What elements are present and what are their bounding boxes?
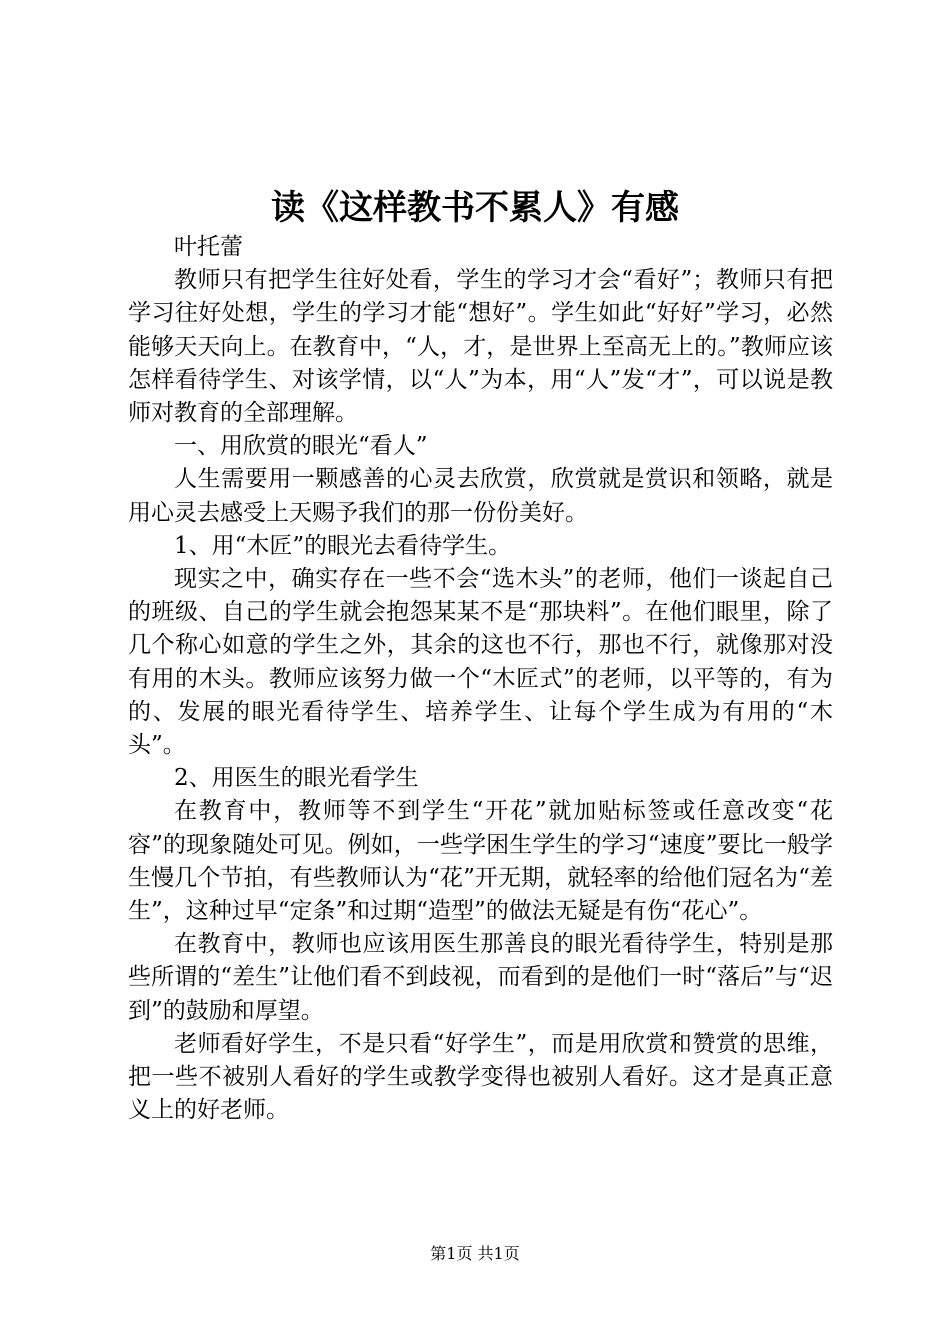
subheading-doctor: 2、用医生的眼光看学生 [174, 765, 419, 792]
document-title: 读《这样教书不累人》有感 [271, 188, 679, 228]
paragraph-doctor: 在教育中，教师也应该用医生那善良的眼光看待学生，特别是那些所谓的“差生”让他们看不到歧视，而看到的是他们一时“落后”与“迟到”的鼓励和厚望。 [128, 931, 833, 1024]
paragraph-flower: 在教育中，教师等不到学生“开花”就加贴标签或任意改变“花容”的现象随处可见。例如，一些学困生学生的学习“速度”要比一般学生慢几个节拍，有些教师认为“花”开无期，就轻率的给他们冠名为“差生”，这种过早“定条”和过期“造型”的做法无疑是有伤“花心”。 [128, 798, 833, 925]
paragraph-conclusion: 老师看好学生，不是只看“好学生”，而是用欣赏和赞赏的思维，把一些不被别人看好的学生或教学变得也被别人看好。这才是真正意义上的好老师。 [128, 1030, 833, 1124]
paragraph-appreciation: 人生需要用一颗感善的心灵去欣赏，欣赏就是赏识和领略，就是用心灵去感受上天赐予我们的那一份份美好。 [128, 466, 833, 526]
paragraph-carpenter: 现实之中，确实存在一些不会“选木头”的老师，他们一谈起自己的班级、自己的学生就会抱怨某某不是“那块料”。在他们眼里，除了几个称心如意的学生之外，其余的这也不行，那也不行，就像那对没有用的木头。教师应该努力做一个“木匠式”的老师，以平等的，有为的、发展的眼光看待学生、培养学生、让每个学生成为有用的“木头”。 [128, 566, 833, 759]
document-body [128, 231, 833, 1127]
section-heading-1: 一、用欣赏的眼光“看人” [174, 433, 428, 460]
paragraph-intro: 教师只有把学生往好处看，学生的学习才会“看好”；教师只有把学习往好处想，学生的学习才能“想好”。学生如此“好好”学习，必然能够天天向上。在教育中，“人，才，是世界上至高无上的。”教师应该怎样看待学生、对该学情，以“人”为本，用“人”发“才”，可以说是教师对教育的全部理解。 [128, 267, 833, 427]
page-footer: 第1页 共1页 [430, 1244, 520, 1263]
author-line: 叶托蕾 [174, 234, 243, 260]
subheading-carpenter: 1、用“木匠”的眼光去看待学生。 [174, 532, 512, 559]
